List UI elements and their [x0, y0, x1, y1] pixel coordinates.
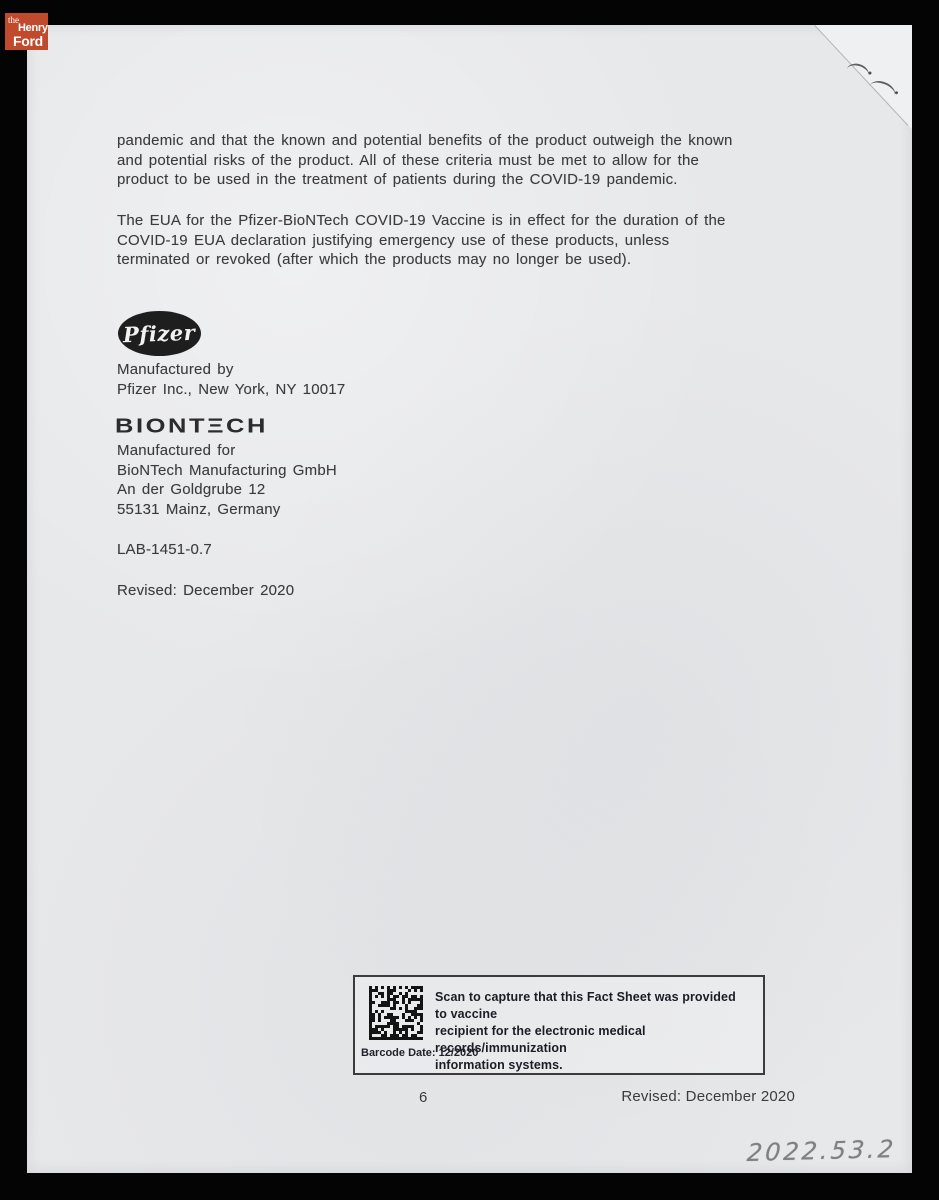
biontech-logo-text: BIONTΞCH — [115, 415, 268, 438]
page-number: 6 — [419, 1089, 428, 1106]
manufactured-by-label: Manufactured by — [117, 361, 234, 378]
barcode-instructions-line: Scan to capture that this Fact Sheet was provided to vaccine — [435, 990, 736, 1021]
barcode-date: Barcode Date: 12/2020 — [361, 1047, 479, 1059]
henry-ford-logo — [5, 13, 48, 50]
biontech-company: BioNTech Manufacturing GmbH — [117, 461, 337, 479]
paragraph-line: terminated or revoked (after which the products may no longer be used). — [117, 251, 632, 268]
biontech-logo — [115, 415, 268, 438]
henry-ford-logo-henry: Henry — [18, 22, 48, 34]
paragraph-line: pandemic and that the known and potential benefits of the product outweigh the known — [117, 132, 733, 149]
henry-ford-logo-ford: Ford — [13, 33, 43, 49]
barcode-instructions-line: information systems. — [435, 1058, 563, 1072]
fact-sheet-page — [27, 25, 912, 1173]
biontech-street: An der Goldgrube 12 — [117, 481, 266, 498]
biontech-manufacturer-block — [117, 441, 337, 519]
pfizer-address: Pfizer Inc., New York, NY 10017 — [117, 380, 346, 398]
accession-number: 2022.53.2 — [745, 1135, 898, 1167]
pfizer-logo — [118, 311, 201, 356]
pfizer-logo-text: Pfizer — [123, 319, 196, 348]
paragraph-eua-criteria — [117, 131, 733, 190]
paragraph-eua-duration — [117, 211, 726, 270]
barcode-instructions-line: recipient for the electronic medical records/immunization — [435, 1024, 646, 1055]
manufactured-for-label: Manufactured for — [117, 442, 236, 459]
paragraph-line: product to be used in the treatment of patients during the COVID-19 pandemic. — [117, 171, 678, 188]
paragraph-line: The EUA for the Pfizer-BioNTech COVID-19 Vaccine is in effect for the duration of the — [117, 212, 726, 229]
pfizer-manufacturer-block — [117, 360, 345, 399]
lab-document-code: LAB-1451-0.7 — [117, 541, 212, 558]
henry-ford-logo-the: the — [8, 15, 19, 25]
datamatrix-barcode — [369, 986, 423, 1040]
revised-date-line: Revised: December 2020 — [117, 582, 295, 599]
barcode-panel — [353, 975, 765, 1075]
paragraph-line: and potential risks of the product. All of these criteria must be met to allow for the — [117, 151, 700, 169]
paragraph-line: COVID-19 EUA declaration justifying emergency use of these products, unless — [117, 231, 670, 249]
biontech-city: 55131 Mainz, Germany — [117, 500, 281, 518]
footer-revised-date: Revised: December 2020 — [621, 1088, 795, 1105]
barcode-instructions — [435, 989, 751, 1074]
